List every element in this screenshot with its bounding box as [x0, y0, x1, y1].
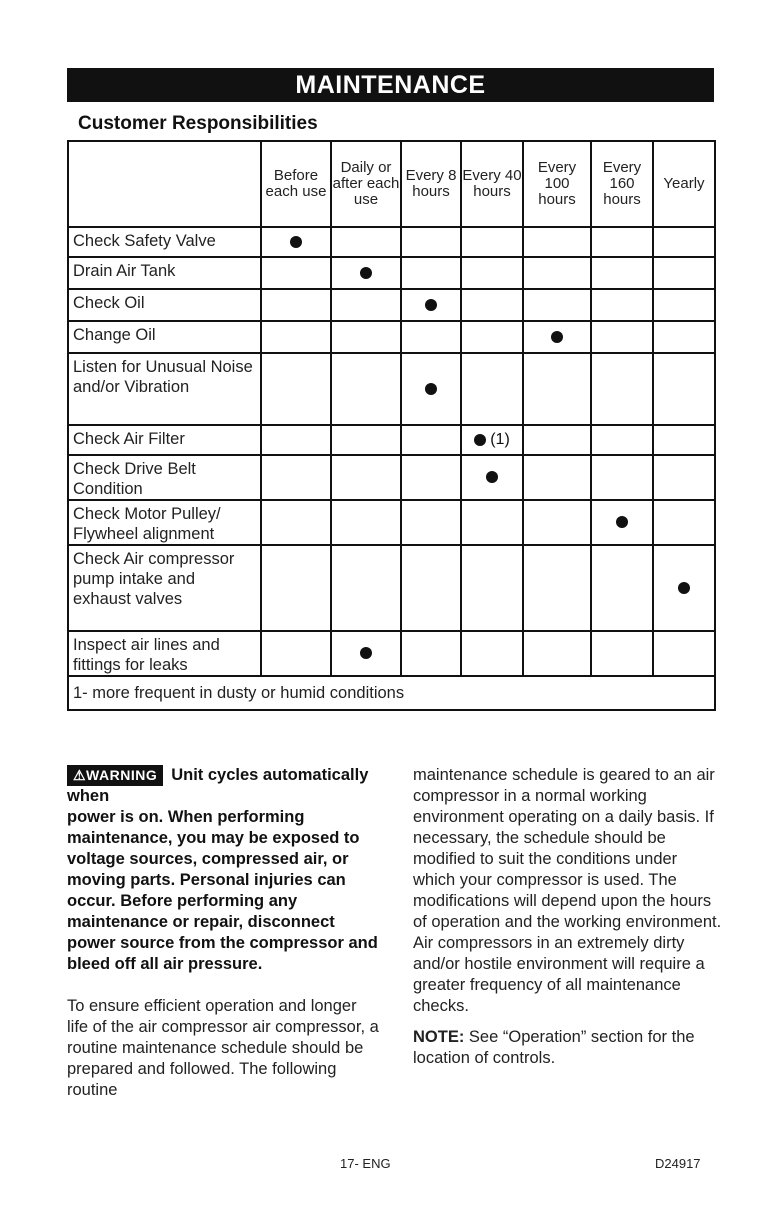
- table-row: [68, 321, 715, 353]
- warning-body: power is on. When performing maintenance, you may be exposed to voltage sources, compressed air, or moving parts. Personal injuries can occur. Before performing any maintenance or repair, disconnect power source from the compressor and bleed off all air pressure.: [67, 808, 378, 973]
- schedule-cell: [591, 545, 653, 631]
- schedule-cell: [401, 425, 461, 455]
- table-row: [68, 227, 715, 257]
- schedule-cell: [653, 321, 715, 353]
- page-number: 17- ENG: [340, 1156, 391, 1171]
- section-subtitle: Customer Responsibilities: [78, 113, 318, 134]
- schedule-cell: [523, 289, 591, 321]
- schedule-cell: [591, 455, 653, 500]
- schedule-cell: [591, 425, 653, 455]
- bullet-icon: [425, 383, 437, 395]
- schedule-cell: [653, 227, 715, 257]
- maintenance-schedule-table: [67, 140, 716, 711]
- schedule-cell: [331, 289, 401, 321]
- task-cell: Check Motor Pulley/ Flywheel alignment: [68, 500, 261, 545]
- warning-badge: ⚠WARNING: [67, 765, 163, 786]
- schedule-cell: [461, 289, 523, 321]
- schedule-cell: [401, 545, 461, 631]
- schedule-cell: [401, 289, 461, 321]
- schedule-cell: [401, 257, 461, 289]
- schedule-cell: [261, 289, 331, 321]
- table-footnote: 1- more frequent in dusty or humid conditions: [68, 676, 715, 710]
- schedule-cell: [401, 500, 461, 545]
- schedule-cell: [461, 500, 523, 545]
- schedule-cell: [461, 545, 523, 631]
- schedule-cell: [261, 500, 331, 545]
- bullet-icon: [290, 236, 302, 248]
- bullet-icon: [678, 582, 690, 594]
- schedule-cell: [261, 425, 331, 455]
- table-row: [68, 455, 715, 500]
- schedule-cell: [653, 500, 715, 545]
- task-cell: Check Drive Belt Condition: [68, 455, 261, 500]
- task-cell: Check Safety Valve: [68, 227, 261, 257]
- bullet-icon: [360, 647, 372, 659]
- schedule-cell: [653, 425, 715, 455]
- schedule-cell: [591, 321, 653, 353]
- schedule-cell: [461, 321, 523, 353]
- document-code: D24917: [655, 1156, 701, 1171]
- header-cell: Every 160 hours: [591, 141, 653, 227]
- schedule-paragraph: maintenance schedule is geared to an air compressor in a normal working environment operating on a daily basis. If necessary, the schedule should be modified to suit the conditions under which your compressor is used. The modifications will depend upon the hours of operation and the working environment. Air compressors in an extremely dirty and/or hostile environment will require a greater frequency of all maintenance checks.: [413, 766, 722, 1015]
- bullet-icon: [425, 299, 437, 311]
- right-column: [413, 765, 723, 1069]
- schedule-cell: [461, 257, 523, 289]
- schedule-cell: [523, 321, 591, 353]
- note-text: See “Operation” section for the location of controls.: [413, 1028, 695, 1067]
- schedule-cell: [461, 353, 523, 425]
- task-cell: Check Air compressor pump intake and exhaust valves: [68, 545, 261, 631]
- schedule-cell: [331, 227, 401, 257]
- schedule-cell: [653, 289, 715, 321]
- schedule-cell: [461, 227, 523, 257]
- schedule-cell: [401, 227, 461, 257]
- table-row: [68, 353, 715, 425]
- footnote-ref: (1): [490, 430, 510, 448]
- schedule-cell: [261, 321, 331, 353]
- table-row: [68, 289, 715, 321]
- schedule-cell: [523, 500, 591, 545]
- schedule-cell: [461, 455, 523, 500]
- schedule-cell: [523, 455, 591, 500]
- schedule-cell: [653, 353, 715, 425]
- schedule-cell: [461, 631, 523, 676]
- bullet-icon: [474, 434, 486, 446]
- schedule-cell: [591, 631, 653, 676]
- schedule-cell: [331, 455, 401, 500]
- schedule-cell: [461, 425, 523, 455]
- schedule-cell: [523, 353, 591, 425]
- schedule-cell: [261, 353, 331, 425]
- schedule-cell: [523, 631, 591, 676]
- task-cell: Drain Air Tank: [68, 257, 261, 289]
- schedule-cell: [261, 545, 331, 631]
- schedule-cell: [653, 545, 715, 631]
- table-row: [68, 545, 715, 631]
- schedule-cell: [331, 353, 401, 425]
- schedule-cell: [331, 257, 401, 289]
- table-row: [68, 425, 715, 455]
- left-column: [67, 765, 382, 1101]
- schedule-cell: [401, 455, 461, 500]
- header-cell: Every 40 hours: [461, 141, 523, 227]
- schedule-cell: [401, 353, 461, 425]
- bullet-icon: [486, 471, 498, 483]
- table-header-row: [68, 141, 715, 227]
- schedule-cell: [591, 289, 653, 321]
- schedule-cell: [523, 227, 591, 257]
- schedule-cell: [331, 425, 401, 455]
- page-title: MAINTENANCE: [67, 68, 714, 102]
- schedule-cell: [653, 631, 715, 676]
- task-cell: Change Oil: [68, 321, 261, 353]
- schedule-cell: [331, 500, 401, 545]
- schedule-cell: [523, 425, 591, 455]
- intro-paragraph: To ensure efficient operation and longer life of the air compressor air compressor, a routine maintenance schedule should be prepared and followed. The following routine: [67, 997, 379, 1099]
- schedule-cell: [261, 257, 331, 289]
- warning-lead: Unit cycles automatically when: [67, 766, 369, 805]
- header-blank: [68, 141, 261, 227]
- table-row: [68, 500, 715, 545]
- schedule-cell: [591, 500, 653, 545]
- bullet-icon: [551, 331, 563, 343]
- schedule-cell: [591, 257, 653, 289]
- schedule-cell: [523, 545, 591, 631]
- schedule-cell: [591, 353, 653, 425]
- table-row: [68, 257, 715, 289]
- schedule-cell: [401, 321, 461, 353]
- schedule-cell: [261, 631, 331, 676]
- bullet-icon: [616, 516, 628, 528]
- task-cell: Inspect air lines and fittings for leaks: [68, 631, 261, 676]
- schedule-cell: [331, 631, 401, 676]
- task-cell: Listen for Unusual Noise and/or Vibration: [68, 353, 261, 425]
- header-cell: Daily or after each use: [331, 141, 401, 227]
- table-row: [68, 631, 715, 676]
- bullet-icon: [360, 267, 372, 279]
- schedule-cell: [523, 257, 591, 289]
- header-cell: Before each use: [261, 141, 331, 227]
- schedule-cell: [401, 631, 461, 676]
- schedule-cell: [261, 455, 331, 500]
- warning-block: [67, 765, 382, 975]
- header-cell: Every 8 hours: [401, 141, 461, 227]
- header-cell: Every 100 hours: [523, 141, 591, 227]
- schedule-cell: [653, 455, 715, 500]
- schedule-cell: [331, 321, 401, 353]
- task-cell: Check Air Filter: [68, 425, 261, 455]
- note-label: NOTE:: [413, 1028, 465, 1046]
- schedule-cell: [591, 227, 653, 257]
- header-cell: Yearly: [653, 141, 715, 227]
- schedule-cell: [331, 545, 401, 631]
- note-paragraph: [413, 1027, 723, 1069]
- schedule-cell: [653, 257, 715, 289]
- task-cell: Check Oil: [68, 289, 261, 321]
- schedule-cell: [261, 227, 331, 257]
